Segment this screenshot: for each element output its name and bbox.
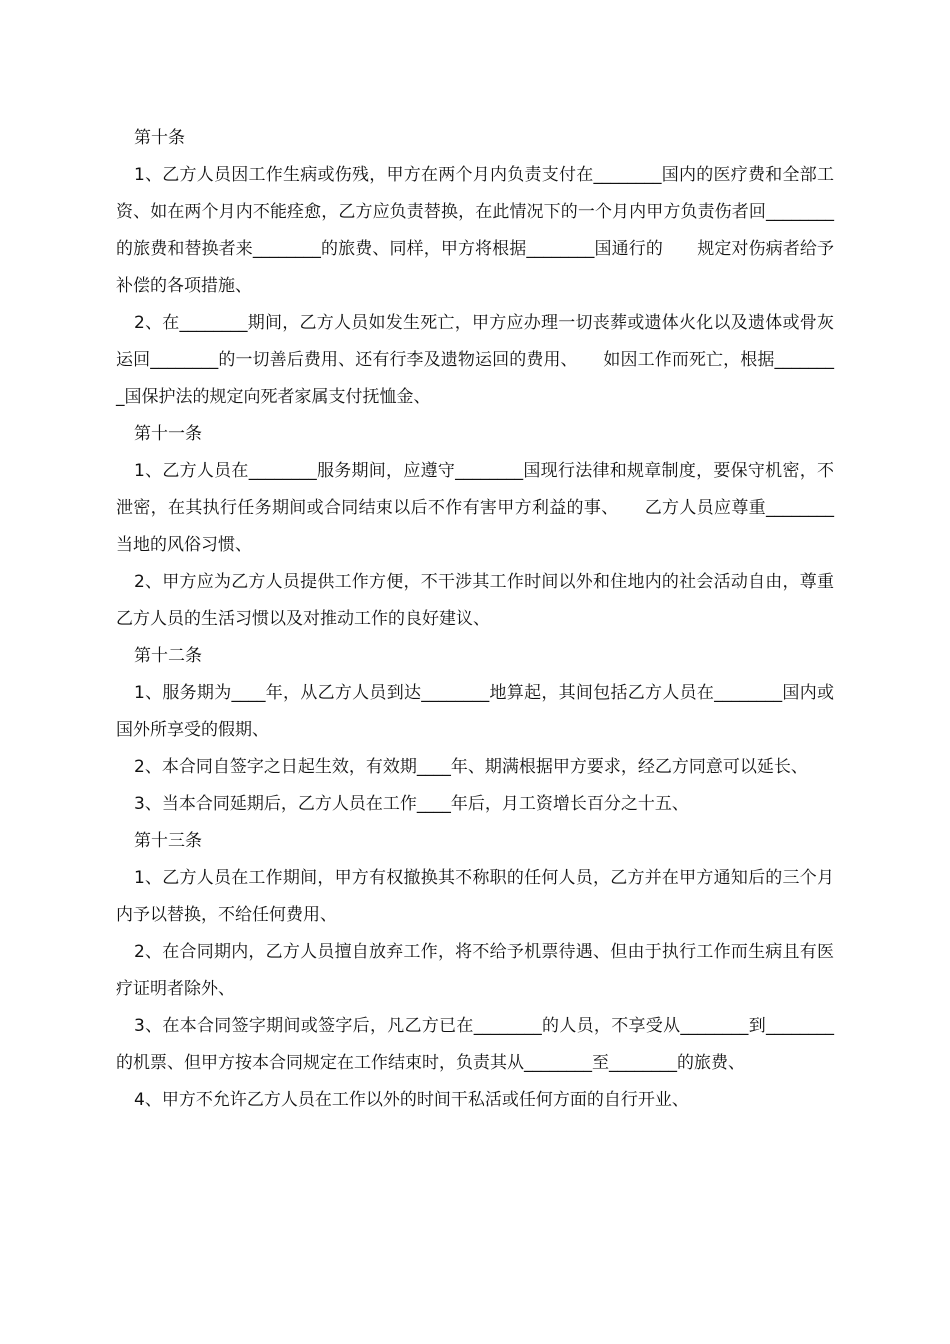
article-12-clause-3: 3、当本合同延期后，乙方人员在工作____年后，月工资增长百分之十五、 <box>134 794 689 814</box>
article-13-heading: 第十三条 <box>134 831 202 851</box>
article-10-heading: 第十条 <box>134 128 185 148</box>
article-13-clause-3: 3、在本合同签字期间或签字后，凡乙方已在________的人员，不享受从________到________的机票、但甲方按本合同规定在工作结束时，负责其从________至________的旅费、 <box>116 1016 834 1073</box>
article-10-clause-1: 1、乙方人员因工作生病或伤残，甲方在两个月内负责支付在________国内的医疗费和全部工资、如在两个月内不能痊愈，乙方应负责替换，在此情况下的一个月内甲方负责伤者回________的旅费和替换者来________的旅费、同样，甲方将根据________国通行的 规定对伤病者给予补偿的各项措施、 <box>116 165 834 296</box>
article-13-clause-1: 1、乙方人员在工作期间，甲方有权撤换其不称职的任何人员，乙方并在甲方通知后的三个月内予以替换，不给任何费用、 <box>116 868 834 925</box>
article-11-clause-1: 1、乙方人员在________服务期间，应遵守________国现行法律和规章制度，要保守机密，不泄密，在其执行任务期间或合同结束以后不作有害甲方利益的事、 乙方人员应尊重________当地的风俗习惯、 <box>116 461 834 555</box>
article-11-clause-2: 2、甲方应为乙方人员提供工作方便，不干涉其工作时间以外和住地内的社会活动自由，尊重乙方人员的生活习惯以及对推动工作的良好建议、 <box>116 572 834 629</box>
article-12-clause-2: 2、本合同自签字之日起生效，有效期____年、期满根据甲方要求，经乙方同意可以延长、 <box>134 757 808 777</box>
article-13-clause-2: 2、在合同期内，乙方人员擅自放弃工作，将不给予机票待遇、但由于执行工作而生病且有医疗证明者除外、 <box>116 942 834 999</box>
article-10-clause-2: 2、在________期间，乙方人员如发生死亡，甲方应办理一切丧葬或遗体火化以及遗体或骨灰运回________的一切善后费用、还有行李及遗物运回的费用、 如因工作而死亡，根据________国保护法的规定向死者家属支付抚恤金、 <box>116 313 834 407</box>
article-13-clause-4: 4、甲方不允许乙方人员在工作以外的时间干私活或任何方面的自行开业、 <box>134 1090 689 1110</box>
article-11-heading: 第十一条 <box>134 424 202 444</box>
article-12-clause-1: 1、服务期为____年，从乙方人员到达________地算起，其间包括乙方人员在________国内或国外所享受的假期、 <box>116 683 834 740</box>
article-12-heading: 第十二条 <box>134 646 202 666</box>
document-body <box>116 120 834 1119</box>
